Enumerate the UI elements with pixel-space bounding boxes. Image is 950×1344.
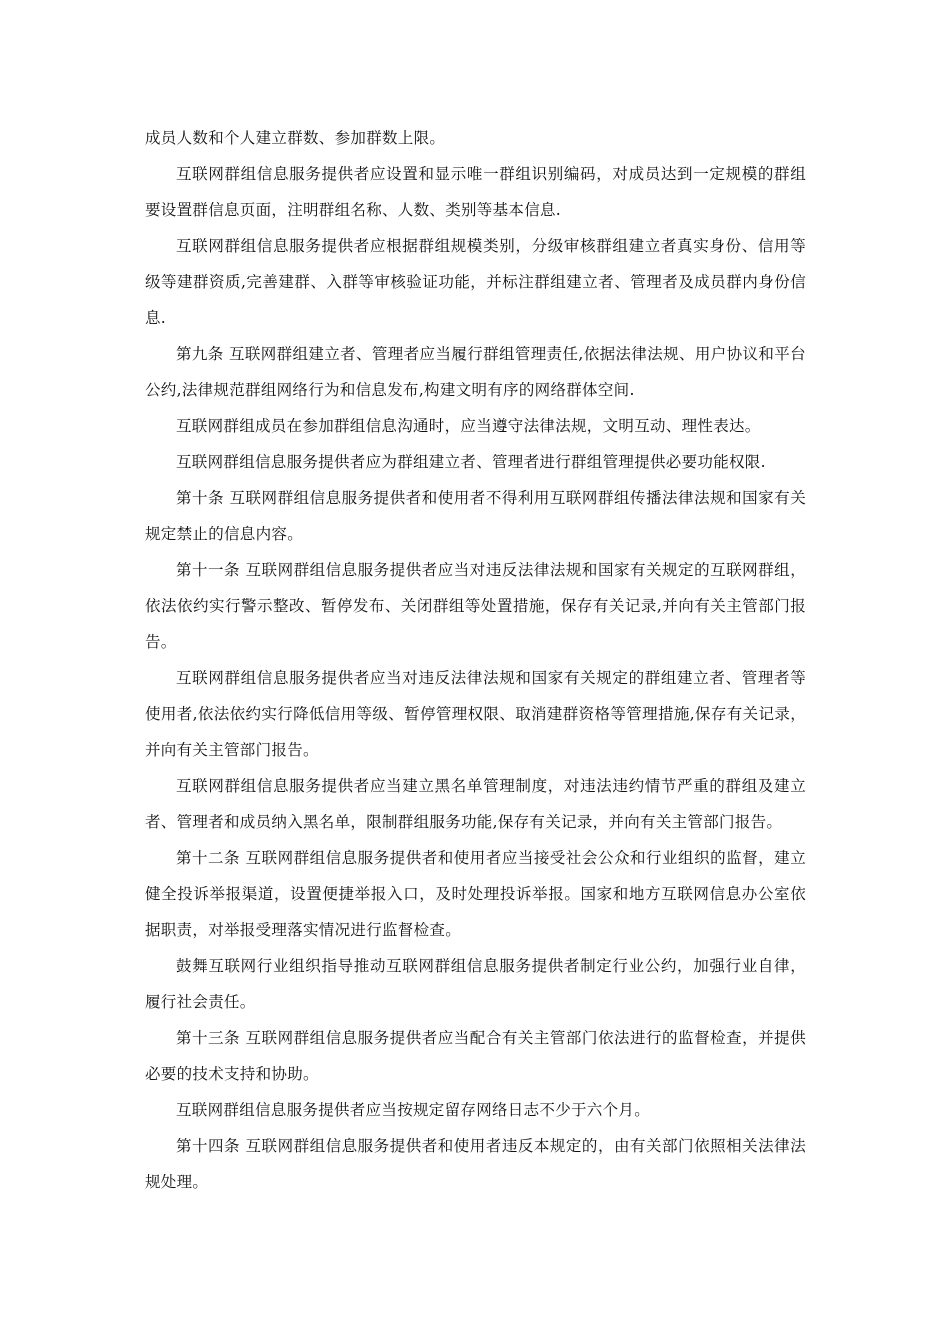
article-14-paragraph: 第十四条 互联网群组信息服务提供者和使用者违反本规定的，由有关部门依照相关法律法规处理。 xyxy=(145,1137,806,1191)
paragraph-continuation: 成员人数和个人建立群数、参加群数上限。 xyxy=(145,129,446,147)
article-11-paragraph: 第十一条 互联网群组信息服务提供者应当对违反法律法规和国家有关规定的互联网群组，依法依约实行警示整改、暂停发布、关闭群组等处置措施，保存有关记录,并向有关主管部门报告。 xyxy=(145,561,806,651)
article-10-paragraph: 第十条 互联网群组信息服务提供者和使用者不得利用互联网群组传播法律法规和国家有关规定禁止的信息内容。 xyxy=(145,489,806,543)
paragraph: 互联网群组信息服务提供者应当建立黑名单管理制度，对违法违约情节严重的群组及建立者、管理者和成员纳入黑名单，限制群组服务功能,保存有关记录，并向有关主管部门报告。 xyxy=(145,777,806,831)
article-12-paragraph: 第十二条 互联网群组信息服务提供者和使用者应当接受社会公众和行业组织的监督，建立健全投诉举报渠道，设置便捷举报入口，及时处理投诉举报。国家和地方互联网信息办公室依据职责，对举报受理落实情况进行监督检查。 xyxy=(145,849,806,939)
paragraph: 互联网群组信息服务提供者应根据群组规模类别，分级审核群组建立者真实身份、信用等级等建群资质,完善建群、入群等审核验证功能，并标注群组建立者、管理者及成员群内身份信息. xyxy=(145,237,806,327)
paragraph: 互联网群组信息服务提供者应设置和显示唯一群组识别编码，对成员达到一定规模的群组要设置群信息页面，注明群组名称、人数、类别等基本信息. xyxy=(145,165,806,219)
paragraph: 互联网群组信息服务提供者应为群组建立者、管理者进行群组管理提供必要功能权限. xyxy=(176,453,766,471)
paragraph: 互联网群组信息服务提供者应当按规定留存网络日志不少于六个月。 xyxy=(176,1101,651,1119)
paragraph: 鼓舞互联网行业组织指导推动互联网群组信息服务提供者制定行业公约，加强行业自律，履行社会责任。 xyxy=(145,957,806,1011)
article-13-paragraph: 第十三条 互联网群组信息服务提供者应当配合有关主管部门依法进行的监督检查，并提供必要的技术支持和协助。 xyxy=(145,1029,806,1083)
paragraph: 互联网群组信息服务提供者应当对违反法律法规和国家有关规定的群组建立者、管理者等使用者,依法依约实行降低信用等级、暂停管理权限、取消建群资格等管理措施,保存有关记录，并向有关主管部门报告。 xyxy=(145,669,806,759)
article-9-paragraph: 第九条 互联网群组建立者、管理者应当履行群组管理责任,依据法律法规、用户协议和平台公约,法律规范群组网络行为和信息发布,构建文明有序的网络群体空间. xyxy=(145,345,806,399)
paragraph: 互联网群组成员在参加群组信息沟通时，应当遵守法律法规，文明互动、理性表达。 xyxy=(176,417,761,435)
